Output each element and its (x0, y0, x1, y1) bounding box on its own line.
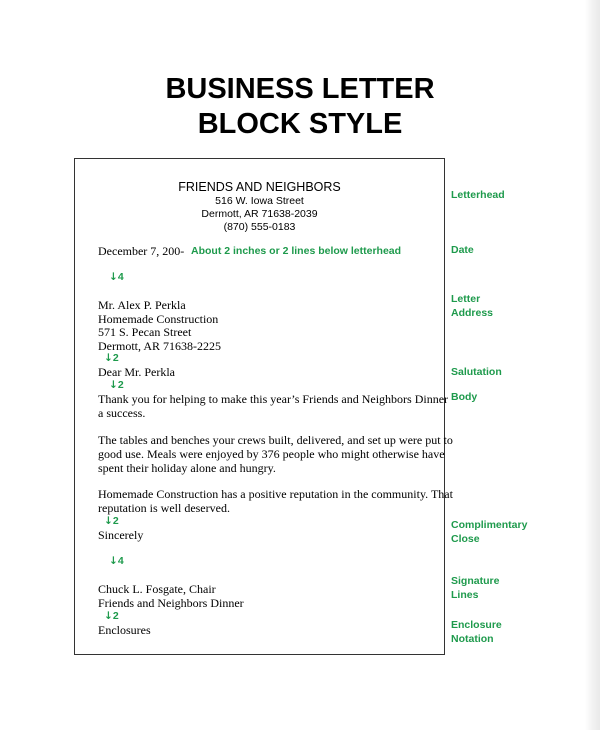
address-line: Dermott, AR 71638-2225 (98, 339, 221, 353)
letterhead-name: FRIENDS AND NEIGHBORS (178, 180, 341, 194)
body-line: reputation is well deserved. (98, 501, 230, 515)
body-line: The tables and benches your crews built, delivered, and set up were put to (98, 433, 453, 447)
body-line: Thank you for helping to make this year’s Friends and Neighbors Dinner (98, 392, 449, 406)
down-arrow-icon: ↓ (104, 352, 113, 364)
line-spacing-indicator (109, 378, 124, 392)
address-line: Homemade Construction (98, 312, 219, 326)
address-line: 571 S. Pecan Street (98, 325, 192, 339)
line-spacing-indicator (109, 270, 124, 284)
signature-line: Friends and Neighbors Dinner (98, 596, 244, 610)
down-arrow-icon: ↓ (109, 379, 118, 391)
label-line: Lines (451, 589, 479, 601)
letterhead-street: 516 W. Iowa Street (215, 195, 304, 207)
label-date: Date (451, 244, 474, 256)
label-signature-lines (451, 574, 551, 602)
line-spacing-indicator (104, 351, 119, 365)
label-letterhead: Letterhead (451, 189, 505, 201)
line-count: 2 (117, 379, 124, 391)
page-title-line-2: BLOCK STYLE (197, 108, 403, 140)
label-salutation: Salutation (451, 366, 502, 378)
address-line: Mr. Alex P. Perkla (98, 298, 186, 312)
letterhead-phone: (870) 555-0183 (223, 221, 296, 233)
down-arrow-icon: ↓ (104, 610, 113, 622)
down-arrow-icon: ↓ (109, 555, 118, 567)
down-arrow-icon: ↓ (104, 515, 113, 527)
label-enclosure-notation (451, 618, 551, 646)
enclosure-notation: Enclosures (98, 623, 151, 637)
date-placement-note: About 2 inches or 2 lines below letterhead (191, 245, 402, 257)
label-line: Close (451, 533, 480, 545)
line-spacing-indicator (104, 514, 119, 528)
label-line: Enclosure (451, 619, 502, 631)
body-line: Homemade Construction has a positive reputation in the community. That (98, 487, 453, 501)
body-line: spent their holiday alone and hungry. (98, 461, 276, 475)
label-line: Notation (451, 633, 494, 645)
page-title-line-1: BUSINESS LETTER (165, 73, 435, 105)
line-count: 4 (117, 271, 124, 283)
line-spacing-indicator (109, 554, 124, 568)
label-line: Address (451, 307, 494, 319)
label-line: Letter (451, 293, 481, 305)
signature-line: Chuck L. Fosgate, Chair (98, 582, 216, 596)
letter-date: December 7, 200- (98, 244, 185, 258)
body-line: a success. (98, 406, 146, 420)
salutation: Dear Mr. Perkla (98, 365, 175, 379)
letterhead-city: Dermott, AR 71638-2039 (201, 208, 318, 220)
label-line: Complimentary (451, 519, 528, 531)
label-body: Body (451, 391, 478, 403)
line-spacing-indicator (104, 609, 119, 623)
line-count: 2 (112, 610, 119, 622)
line-count: 2 (112, 515, 119, 527)
complimentary-close: Sincerely (98, 528, 144, 542)
line-count: 2 (112, 352, 119, 364)
label-line: Signature (451, 575, 500, 587)
label-letter-address (451, 292, 551, 320)
line-count: 4 (117, 555, 124, 567)
label-complimentary-close (451, 518, 551, 546)
down-arrow-icon: ↓ (109, 271, 118, 283)
body-line: good use. Meals were enjoyed by 376 people who might otherwise have (98, 447, 445, 461)
